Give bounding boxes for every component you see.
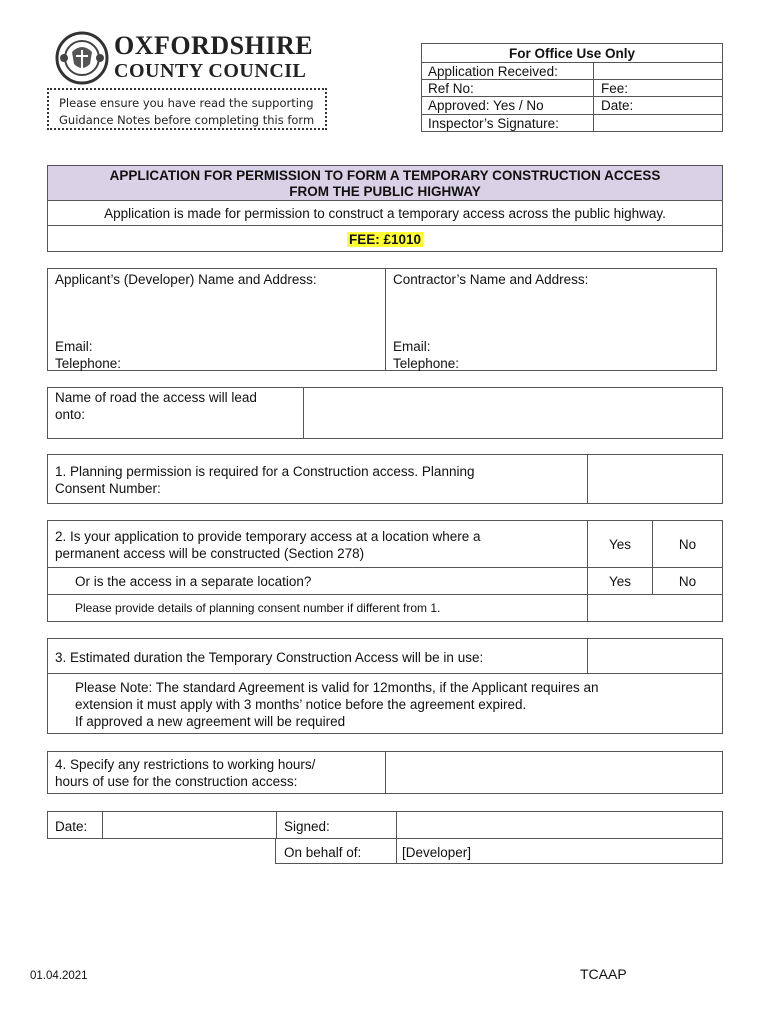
applicant-telephone-label[interactable]: Telephone: [55, 356, 122, 371]
road-name-label: Name of road the access will lead onto: [55, 390, 257, 422]
q2-separate-yes-option[interactable]: Yes [608, 574, 632, 589]
signature-row [47, 811, 723, 839]
q2-text: 2. Is your application to provide temporary access at a location where a permanent access will be constructed (Section 278) [55, 529, 481, 561]
date-field[interactable] [103, 812, 276, 838]
working-hours-field[interactable] [386, 752, 722, 793]
guidance-note: Please ensure you have read the supporting Guidance Notes before completing this form [47, 88, 327, 130]
applicant-contractor-box [47, 268, 717, 371]
road-name-field[interactable] [304, 388, 722, 438]
office-application-received: Application Received: [428, 64, 558, 79]
q2-details-field[interactable] [588, 595, 722, 621]
footer-date: 01.04.2021 [30, 970, 88, 982]
q2-separate-no-option[interactable]: No [678, 574, 697, 589]
duration-field[interactable] [588, 639, 722, 673]
q3-note: Please Note: The standard Agreement is valid for 12months, if the Applicant requires an extension it must apply with 3 months’ notice before the agreement expired. If approved a new agreement will be required [75, 680, 599, 729]
q2-no-option[interactable]: No [678, 537, 697, 552]
q2-separate-location-text: Or is the access in a separate location? [75, 574, 312, 589]
intro-text: Application is made for permission to construct a temporary access across the public highway. [104, 206, 666, 221]
applicant-label: Applicant’s (Developer) Name and Address: [55, 272, 317, 287]
signed-label: Signed: [284, 819, 330, 834]
office-approved: Approved: Yes / No [428, 98, 544, 113]
county-crest-logo [54, 30, 110, 86]
office-use-box [421, 43, 723, 132]
q2-yes-option[interactable]: Yes [608, 537, 632, 552]
on-behalf-row [275, 838, 723, 864]
fee-amount: FEE: £1010 [348, 232, 422, 247]
q2-box [47, 520, 723, 622]
intro-row [47, 200, 723, 226]
q1-text: 1. Planning permission is required for a Construction access. Planning Consent Number: [55, 464, 475, 496]
contractor-telephone-label[interactable]: Telephone: [393, 356, 460, 371]
q2-details-text: Please provide details of planning consent number if different from 1. [75, 601, 441, 615]
signature-field[interactable] [397, 812, 722, 838]
contractor-email-label[interactable]: Email: [393, 339, 431, 354]
q4-box [47, 751, 723, 794]
on-behalf-field[interactable]: [Developer] [402, 845, 472, 860]
date-label: Date: [55, 819, 88, 834]
office-ref-no: Ref No: [428, 81, 474, 96]
form-title: APPLICATION FOR PERMISSION TO FORM A TEMPORARY CONSTRUCTION ACCESS FROM THE PUBLIC HIGHWAY [47, 165, 723, 201]
planning-consent-field[interactable] [588, 455, 722, 503]
road-name-box [47, 387, 723, 439]
contractor-label: Contractor’s Name and Address: [393, 272, 589, 287]
applicant-email-label[interactable]: Email: [55, 339, 93, 354]
footer-form-code: TCAAP [580, 966, 627, 982]
office-fee: Fee: [601, 81, 629, 96]
on-behalf-label: On behalf of: [284, 845, 362, 860]
office-inspector-signature: Inspector’s Signature: [428, 116, 559, 131]
q4-text: 4. Specify any restrictions to working hours/ hours of use for the construction access: [55, 757, 316, 789]
q3-box [47, 638, 723, 734]
office-use-title: For Office Use Only [508, 46, 636, 61]
logo-title-line1: OXFORDSHIRE [114, 31, 314, 60]
q1-box [47, 454, 723, 504]
office-date: Date: [601, 98, 634, 113]
q3-text: 3. Estimated duration the Temporary Construction Access will be in use: [55, 650, 484, 665]
fee-row [47, 225, 723, 252]
logo-title-line2: COUNTY COUNCIL [114, 60, 307, 82]
